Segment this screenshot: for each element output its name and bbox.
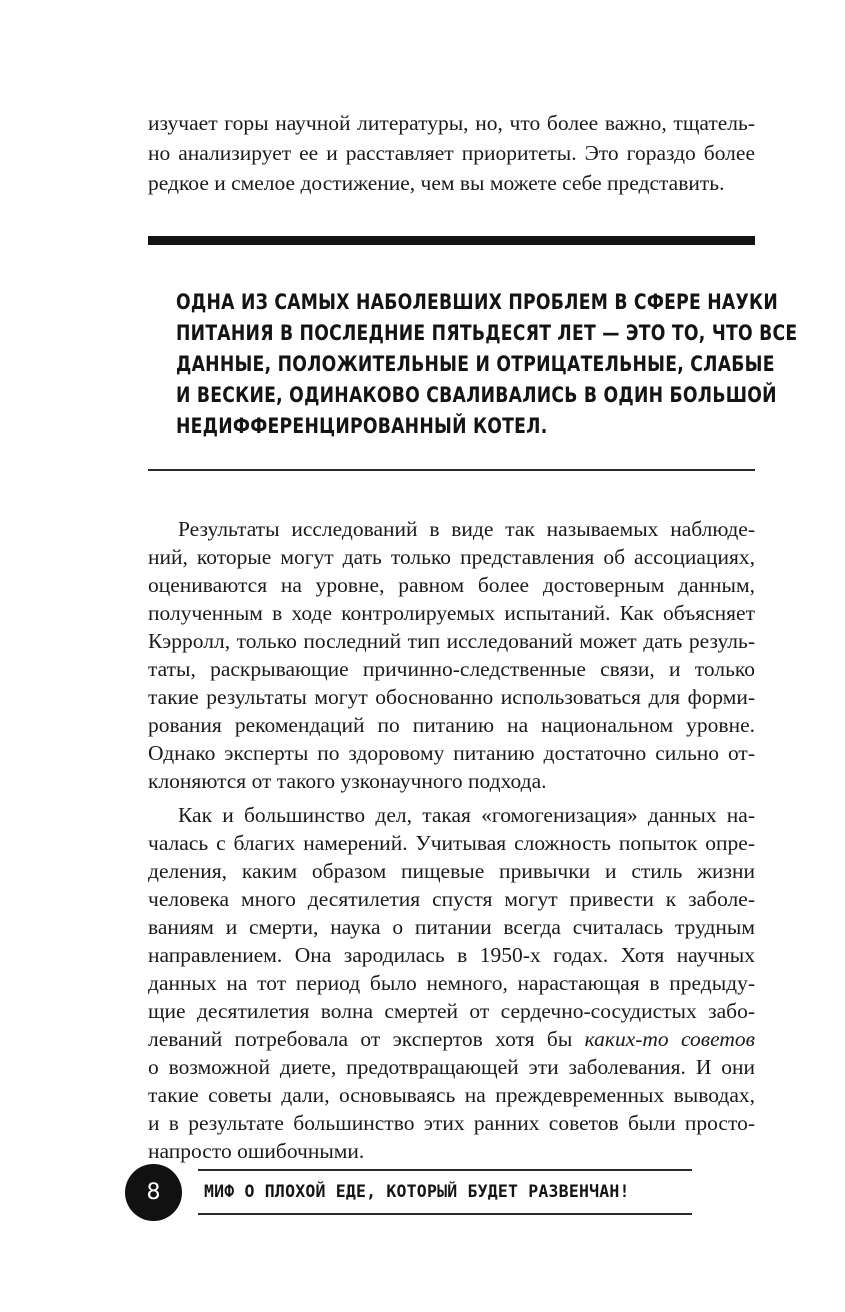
pull-quote-bottom-rule (148, 469, 755, 471)
paragraph-line: данных на тот период было немного, нарастающая в предыду- (148, 971, 755, 995)
paragraph-line: таты, раскрывающие причинно-следственные связи, и только (148, 657, 755, 681)
italic-phrase: каких-то советов (584, 1027, 755, 1051)
paragraph-line-text: леваний потребовала от экспертов хотя бы (148, 1027, 585, 1051)
paragraph-line: оцениваются на уровне, равном более достоверным данным, (148, 573, 755, 597)
paragraph-line: такие советы дали, основываясь на преждевременных выводах, (148, 1083, 755, 1107)
paragraph-line: Как и большинство дел, такая «гомогенизация» данных на- (178, 803, 755, 827)
pull-quote-line: ОДНА ИЗ САМЫХ НАБОЛЕВШИХ ПРОБЛЕМ В СФЕРЕ НАУКИ (176, 290, 779, 314)
intro-line: редкое и смелое достижение, чем вы можете себе представить. (148, 171, 725, 195)
paragraph-line: человека много десятилетия спустя могут привести к заболе- (148, 887, 755, 911)
paragraph-line: такие результаты могут обоснованно использоваться для форми- (148, 685, 755, 709)
paragraph-line: чалась с благих намерений. Учитывая сложность попыток опре- (148, 831, 755, 855)
pull-quote-line: ДАННЫЕ, ПОЛОЖИТЕЛЬНЫЕ И ОТРИЦАТЕЛЬНЫЕ, СЛАБЫЕ (176, 352, 775, 376)
paragraph-line-with-italic (148, 1025, 755, 1053)
paragraph-line: Результаты исследований в виде так называемых наблюде- (178, 517, 755, 541)
paragraph-line: и в результате большинство этих ранних советов были просто- (148, 1111, 755, 1135)
paragraph-line: направлением. Она зародилась в 1950-х годах. Хотя научных (148, 943, 755, 967)
footer-top-rule (198, 1169, 692, 1171)
page-number-badge (125, 1164, 182, 1221)
pull-quote-line: НЕДИФФЕРЕНЦИРОВАННЫЙ КОТЕЛ. (176, 414, 548, 438)
paragraph-line: полученным в ходе контролируемых испытаний. Как объясняет (148, 601, 755, 625)
pull-quote-line: ПИТАНИЯ В ПОСЛЕДНИЕ ПЯТЬДЕСЯТ ЛЕТ — ЭТО ТО, ЧТО ВСЕ (176, 321, 798, 345)
paragraph-line: о возможной диете, предотвращающей эти заболевания. И они (148, 1055, 755, 1079)
pull-quote-line: И ВЕСКИЕ, ОДИНАКОВО СВАЛИВАЛИСЬ В ОДИН БОЛЬШОЙ (176, 383, 777, 407)
paragraph-line: деления, каким образом пищевые привычки и стиль жизни (148, 859, 755, 883)
paragraph-line: клоняются от такого узконаучного подхода. (148, 769, 547, 793)
paragraph-line: напросто ошибочными. (148, 1139, 365, 1163)
paragraph-line: ний, которые могут дать только представления об ассоциациях, (148, 545, 755, 569)
footer-bottom-rule (198, 1213, 692, 1215)
paragraph-line: Однако эксперты по здоровому питанию достаточно сильно от- (148, 741, 755, 765)
page-number: 8 (146, 1179, 161, 1205)
intro-line: но анализирует ее и расставляет приоритеты. Это гораздо более (148, 141, 755, 165)
intro-line: изучает горы научной литературы, но, что более важно, тщатель- (148, 111, 755, 135)
running-title: МИФ О ПЛОХОЙ ЕДЕ, КОТОРЫЙ БУДЕТ РАЗВЕНЧАН! (204, 1182, 630, 1201)
paragraph-line: ваниям и смерти, наука о питании всегда считалась трудным (148, 915, 755, 939)
paragraph-line: щие десятилетия волна смертей от сердечно-сосудистых забо- (148, 999, 755, 1023)
paragraph-line: Кэрролл, только последний тип исследований может дать резуль- (148, 629, 755, 653)
pull-quote-top-rule (148, 236, 755, 245)
paragraph-line: рования рекомендаций по питанию на национальном уровне. (148, 713, 755, 737)
